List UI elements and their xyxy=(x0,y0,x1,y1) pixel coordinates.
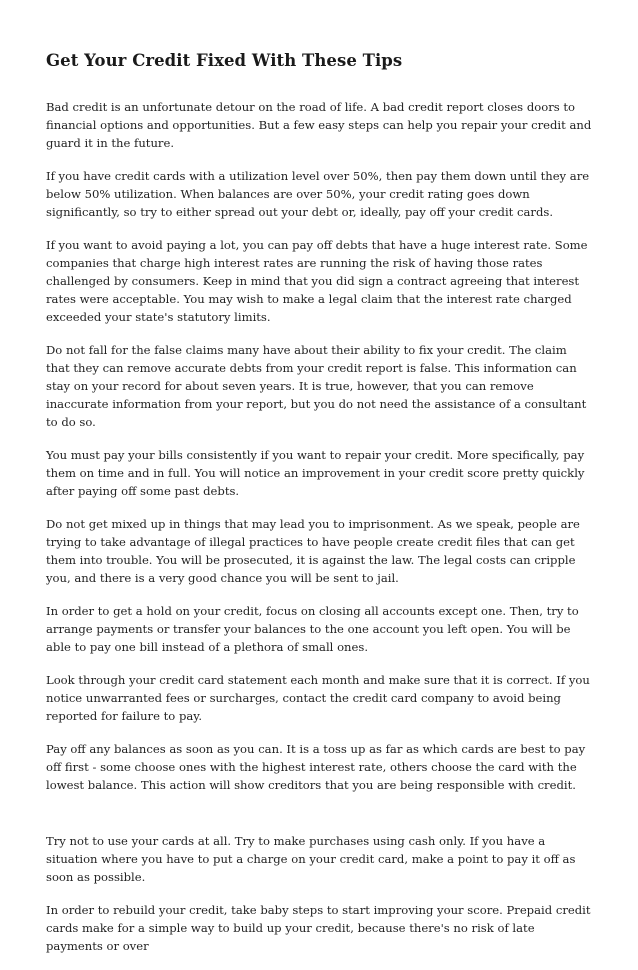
document-title: Get Your Credit Fixed With These Tips xyxy=(46,51,403,70)
paragraph-3: If you want to avoid paying a lot, you can pay off debts that have a huge interest rate. Some companies that charge high interest rates are running the risk of having those rates challenged by consumers. Keep in mind that you did sign a contract agreeing that interest rates were acceptable. You may wish to make a legal claim that the interest rate charged exceeded your state's statutory limits. xyxy=(46,238,588,324)
paragraph-5: You must pay your bills consistently if you want to repair your credit. More specifically, pay them on time and in full. You will notice an improvement in your credit score pretty quickly after paying off some past debts. xyxy=(46,448,585,498)
paragraph-2: If you have credit cards with a utilization level over 50%, then pay them down until they are below 50% utilization. When balances are over 50%, your credit rating goes down significantly, so try to either spread out your debt or, ideally, pay off your credit cards. xyxy=(46,169,590,219)
paragraph-9: Pay off any balances as soon as you can. It is a toss up as far as which cards are best to pay off first - some choose ones with the highest interest rate, others choose the card with the lowest balance. This action will show creditors that you are being responsible with credit. xyxy=(46,742,586,792)
paragraph-4: Do not fall for the false claims many have about their ability to fix your credit. The claim that they can remove accurate debts from your credit report is false. This information can stay on your record for about seven years. It is true, however, that you can remove inaccurate information from your report, but you do not need the assistance of a consultant to do so. xyxy=(46,343,587,429)
paragraph-11: In order to rebuild your credit, take baby steps to start improving your score. Prepaid credit cards make for a simple way to build up your credit, because there's no risk of late payments or over xyxy=(46,903,591,953)
paragraph-7: In order to get a hold on your credit, focus on closing all accounts except one. Then, try to arrange payments or transfer your balances to the one account you left open. You will be able to pay one bill instead of a plethora of small ones. xyxy=(46,604,579,654)
paragraph-8: Look through your credit card statement each month and make sure that it is correct. If you notice unwarranted fees or surcharges, contact the credit card company to avoid being reported for failure to pay. xyxy=(46,673,590,723)
paragraph-10: Try not to use your cards at all. Try to make purchases using cash only. If you have a situation where you have to put a charge on your credit card, make a point to pay it off as soon as possible. xyxy=(46,834,576,884)
paragraph-1: Bad credit is an unfortunate detour on the road of life. A bad credit report closes doors to financial options and opportunities. But a few easy steps can help you repair your credit and guard it in the future. xyxy=(46,100,592,150)
document-body xyxy=(46,98,594,970)
paragraph-6: Do not get mixed up in things that may lead you to imprisonment. As we speak, people are trying to take advantage of illegal practices to have people create credit files that can get them into trouble. You will be prosecuted, it is against the law. The legal costs can cripple you, and there is a very good chance you will be sent to jail. xyxy=(46,517,580,585)
